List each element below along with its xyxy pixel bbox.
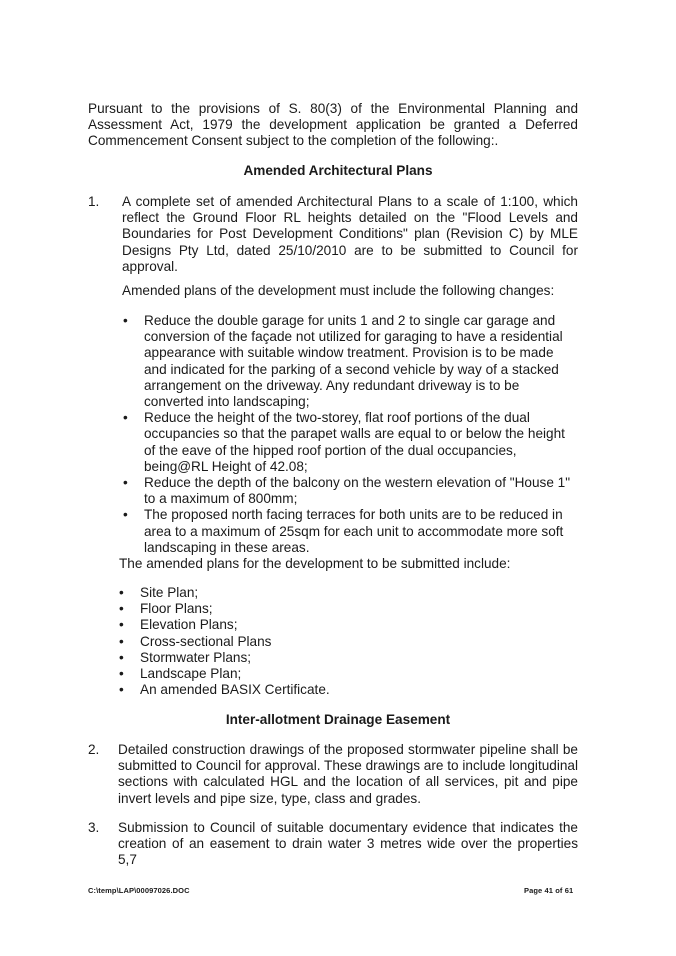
list-item xyxy=(122,313,578,410)
item-text: Submission to Council of suitable documentary evidence that indicates the creation of an easement to drain water 3 metres wide over the properties 5,7 xyxy=(118,820,578,868)
plan-text: Landscape Plan; xyxy=(140,666,242,682)
change-text: The proposed north facing terraces for both units are to be reduced in area to a maximum of 25sqm for each unit to accommodate more soft landscaping in these areas. xyxy=(144,507,564,555)
list-item xyxy=(118,634,418,650)
bullet-icon: • xyxy=(119,585,124,600)
list-item xyxy=(118,650,418,666)
bullet-icon: • xyxy=(119,617,124,633)
item-number: 2. xyxy=(88,742,100,757)
numbered-item-3 xyxy=(88,820,578,869)
plan-text: Elevation Plans; xyxy=(140,617,238,633)
list-item xyxy=(122,507,578,556)
footer-file-path: C:\temp\LAP\00097026.DOC xyxy=(88,886,190,895)
change-text: Reduce the double garage for units 1 and 2 to single car garage and conversion of the façade not utilized for garaging to have a residential appearance with suitable window treatment. Provision is to be made and indicated for the parking of a second vehicle by way of a stacked arrangement on the driveway. Any redundant driveway is to be converted into landscaping; xyxy=(144,313,563,410)
change-text: Reduce the height of the two-storey, flat roof portions of the dual occupancies so that the parapet walls are equal to or below the height of the eave of the hipped roof portion of the dual occupancies, being@RL Height of 42.08; xyxy=(144,410,565,474)
plan-text: Floor Plans; xyxy=(140,601,213,617)
plan-text: Stormwater Plans; xyxy=(140,649,252,665)
bullet-icon: • xyxy=(119,666,124,682)
list-item xyxy=(118,666,418,682)
change-text: Reduce the depth of the balcony on the western elevation of "House 1" to a maximum of 800mm; xyxy=(144,475,571,507)
plan-text: Site Plan; xyxy=(140,585,199,600)
heading-amended-architectural-plans: Amended Architectural Plans xyxy=(243,163,433,178)
bullet-icon: • xyxy=(119,682,124,698)
plan-text: An amended BASIX Certificate. xyxy=(140,682,330,698)
numbered-item-2 xyxy=(88,742,578,807)
list-item xyxy=(118,601,418,617)
plans-intro: The amended plans for the development to be submitted include: xyxy=(119,556,511,571)
bullet-icon: • xyxy=(119,649,124,665)
list-item xyxy=(122,475,578,507)
heading-inter-allotment-drainage-easement: Inter-allotment Drainage Easement xyxy=(225,712,451,727)
changes-list xyxy=(122,313,578,556)
item-number: 1. xyxy=(88,194,100,209)
list-item xyxy=(118,682,418,698)
bullet-icon: • xyxy=(119,633,124,649)
plans-list xyxy=(118,585,418,698)
bullet-icon: • xyxy=(123,475,128,491)
bullet-icon: • xyxy=(123,410,128,426)
list-item xyxy=(118,585,418,601)
item-text: Detailed construction drawings of the proposed stormwater pipeline shall be submitted to Council for approval. These drawings are to include longitudinal sections with calculated HGL and the location of all services, pit and pipe invert levels and pipe size, type, class and grades. xyxy=(118,742,578,806)
changes-intro: Amended plans of the development must include the following changes: xyxy=(122,283,555,298)
plan-text: Cross-sectional Plans xyxy=(140,633,272,649)
intro-paragraph: Pursuant to the provisions of S. 80(3) of the Environmental Planning and Assessment Act, 1979 the development application be granted a Deferred Commencement Consent subject to the completion of the following:. xyxy=(88,101,578,149)
item-number: 3. xyxy=(88,820,100,835)
bullet-icon: • xyxy=(123,313,128,328)
footer-page-number: Page 41 of 61 xyxy=(524,886,574,895)
list-item xyxy=(122,410,578,475)
numbered-item-1 xyxy=(88,194,578,275)
item-text: A complete set of amended Architectural Plans to a scale of 1:100, which reflect the Ground Floor RL heights detailed on the "Flood Levels and Boundaries for Post Development Conditions" plan (Revision C) by MLE Designs Pty Ltd, dated 25/10/2010 are to be submitted to Council for approval. xyxy=(122,194,578,274)
bullet-icon: • xyxy=(119,601,124,617)
bullet-icon: • xyxy=(123,507,128,523)
list-item xyxy=(118,617,418,633)
